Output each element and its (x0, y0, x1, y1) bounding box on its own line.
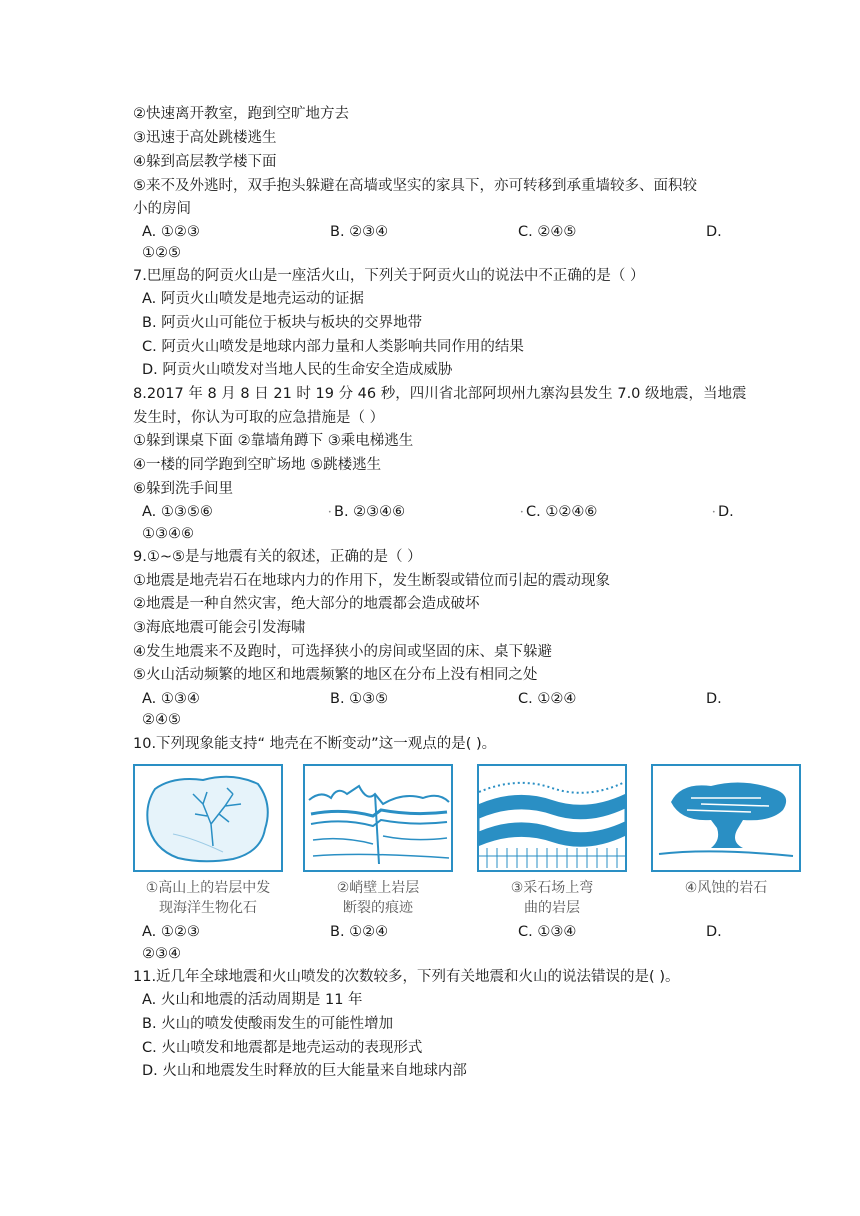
q7-option-c: C. 阿贡火山喷发是地球内部力量和人类影响共同作用的结果 (142, 339, 524, 355)
q7-stem: 7.巴厘岛的阿贡火山是一座活火山，下列关于阿贡火山的说法中不正确的是（ ） (133, 268, 645, 284)
q8-option-d-value: ①③④⑥ (142, 526, 194, 542)
q8-option-a: A. ①③⑤⑥ (142, 504, 213, 520)
q11-option-a: A. 火山和地震的活动周期是 11 年 (142, 992, 363, 1008)
q8-option-b: B. ②③④⑥ (334, 504, 406, 520)
q9-stem: 9.①~⑤是与地震有关的叙述，正确的是（ ） (133, 549, 422, 565)
q8-stem-line1: 8.2017 年 8 月 8 日 21 时 19 分 46 秒，四川省北部阿坝州九寨沟县发生 7.0 级地震，当地震 (133, 386, 747, 402)
q11-option-b: B. 火山的喷发使酸雨发生的可能性增加 (142, 1016, 394, 1032)
folded-strata-illustration (477, 764, 627, 872)
q9-option-a: A. ①③④ (142, 691, 200, 707)
q10-stem: 10.下列现象能支持“ 地壳在不断变动”这一观点的是( )。 (133, 736, 497, 752)
q6-option-b: B. ②③④ (330, 224, 389, 240)
q6-option-d: D. (706, 224, 722, 240)
figure-caption-4: ④风蚀的岩石 (684, 880, 768, 896)
q8-items-line3: ⑥躲到洗手间里 (133, 481, 233, 497)
figure-caption-1: ①高山上的岩层中发 现海洋生物化石 (145, 880, 271, 916)
q10-option-d-value: ②③④ (142, 946, 181, 962)
q10-option-d: D. (706, 924, 722, 940)
q9-item-5: ⑤火山活动频繁的地区和地震频繁的地区在分布上没有相同之处 (133, 667, 538, 683)
wind-eroded-rock-illustration (651, 764, 801, 872)
q8-stem-line2: 发生时，你认为可取的应急措施是（ ） (133, 410, 385, 426)
q6-option-d-value: ①②⑤ (142, 245, 181, 261)
q6-option-a: A. ①②③ (142, 224, 200, 240)
q6-item-5-cont: 小的房间 (133, 201, 191, 217)
figure-caption-2: ②峭壁上岩层 断裂的痕迹 (336, 880, 420, 916)
q6-item-4: ④躲到高层教学楼下面 (133, 154, 277, 170)
q8-option-d: D. (718, 504, 734, 520)
q8-option-c: C. ①②④⑥ (526, 504, 598, 520)
q7-option-b: B. 阿贡火山可能位于板块与板块的交界地带 (142, 315, 423, 331)
q10-option-b: B. ①②④ (330, 924, 389, 940)
q11-option-d: D. 火山和地震发生时释放的巨大能量来自地球内部 (142, 1063, 467, 1079)
q6-item-2: ②快速离开教室，跑到空旷地方去 (133, 106, 349, 122)
q6-option-c: C. ②④⑤ (518, 224, 577, 240)
q11-stem: 11.近几年全球地震和火山喷发的次数较多，下列有关地震和火山的说法错误的是( )。 (133, 969, 680, 985)
cliff-fracture-illustration (303, 764, 453, 872)
q7-option-a: A. 阿贡火山喷发是地壳运动的证据 (142, 291, 364, 307)
q6-item-3: ③迅速于高处跳楼逃生 (133, 130, 277, 146)
q10-option-c: C. ①③④ (518, 924, 577, 940)
figure-caption-3: ③采石场上弯 曲的岩层 (510, 880, 594, 916)
bullet-dot: • (328, 509, 332, 516)
q9-option-d-value: ②④⑤ (142, 712, 181, 728)
q9-item-3: ③海底地震可能会引发海啸 (133, 620, 306, 636)
q6-item-5: ⑤来不及外逃时，双手抱头躲避在高墙或坚实的家具下，亦可转移到承重墙较多、面积较 (133, 178, 697, 194)
q8-items-line1: ①躲到课桌下面 ②靠墙角蹲下 ③乘电梯逃生 (133, 433, 414, 449)
bullet-dot: • (712, 509, 716, 516)
q9-item-2: ②地震是一种自然灾害，绝大部分的地震都会造成破坏 (133, 596, 480, 612)
q11-option-c: C. 火山喷发和地震都是地壳运动的表现形式 (142, 1040, 423, 1056)
q10-option-a: A. ①②③ (142, 924, 200, 940)
q9-item-1: ①地震是地壳岩石在地球内力的作用下，发生断裂或错位而引起的震动现象 (133, 573, 610, 589)
q8-items-line2: ④一楼的同学跑到空旷场地 ⑤跳楼逃生 (133, 457, 382, 473)
q9-option-c: C. ①②④ (518, 691, 577, 707)
bullet-dot: • (520, 509, 524, 516)
q9-option-d: D. (706, 691, 722, 707)
q9-option-b: B. ①③⑤ (330, 691, 389, 707)
q9-item-4: ④发生地震来不及跑时，可选择狭小的房间或坚固的床、桌下躲避 (133, 644, 552, 660)
fossil-illustration (133, 764, 283, 872)
q7-option-d: D. 阿贡火山喷发对当地人民的生命安全造成威胁 (142, 362, 453, 378)
